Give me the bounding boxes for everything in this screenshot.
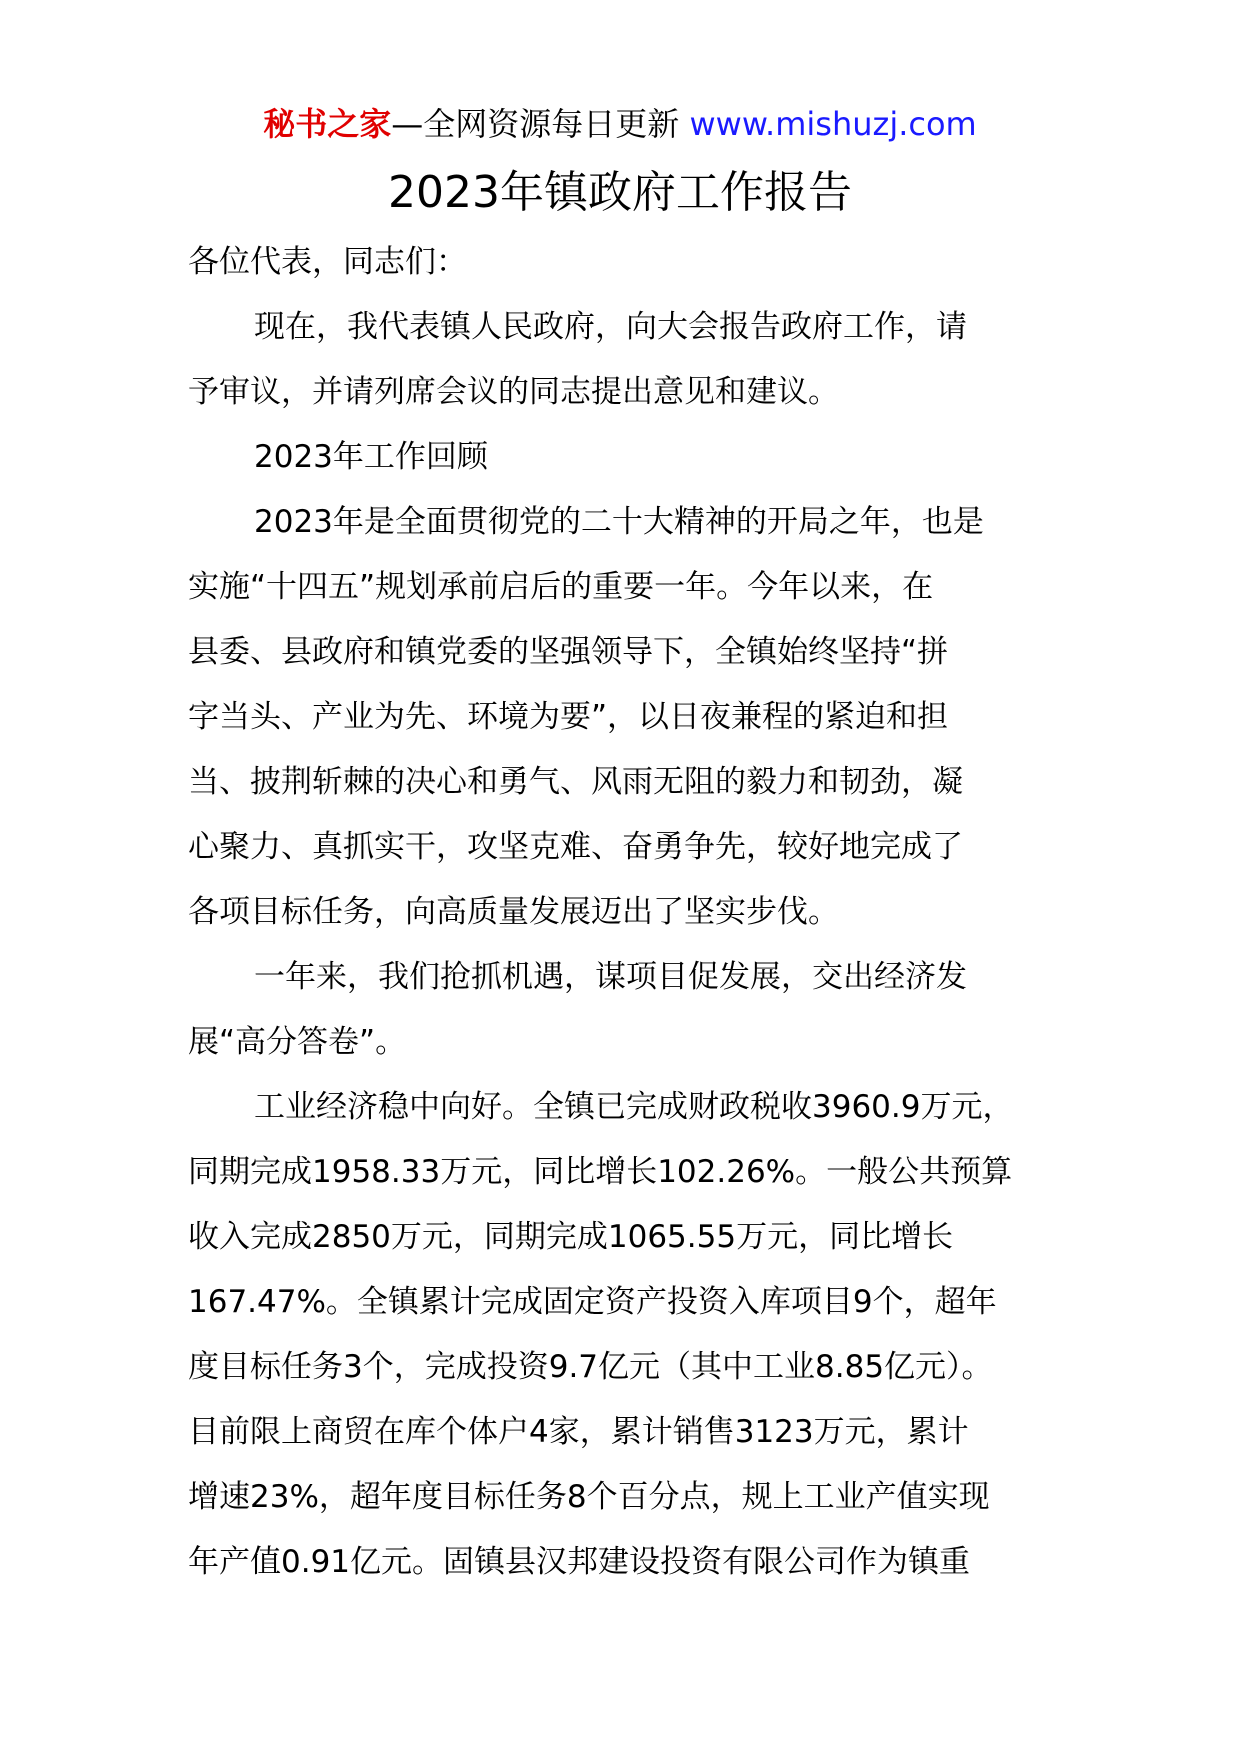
paragraph-line: 增速23%，超年度目标任务8个百分点，规上工业产值实现: [188, 1479, 990, 1515]
section-heading: 2023年工作回顾: [254, 439, 488, 475]
paragraph-line: 当、披荆斩棘的决心和勇气、风雨无阻的毅力和韧劲，凝: [188, 764, 963, 800]
document-body: [188, 230, 1068, 1595]
paragraph-line: 字当头、产业为先、环境为要”，以日夜兼程的紧迫和担: [188, 699, 949, 735]
paragraph-line: 度目标任务3个，完成投资9.7亿元（其中工业8.85亿元）。: [188, 1349, 993, 1385]
site-banner: [0, 100, 1240, 148]
paragraph-line: 予审议，并请列席会议的同志提出意见和建议。: [188, 374, 839, 410]
site-name: 秘书之家: [263, 105, 392, 143]
document-title: 2023年镇政府工作报告: [388, 167, 852, 218]
site-slogan: —全网资源每日更新: [391, 105, 680, 143]
site-url-link[interactable]: www.mishuzj.com: [689, 105, 977, 143]
paragraph-line: 年产值0.91亿元。固镇县汉邦建设投资有限公司作为镇重: [188, 1544, 971, 1580]
paragraph-line: 2023年是全面贯彻党的二十大精神的开局之年，也是: [254, 504, 984, 540]
paragraph-line: 一年来，我们抢抓机遇，谋项目促发展，交出经济发: [254, 959, 967, 995]
paragraph-line: 现在，我代表镇人民政府，向大会报告政府工作，请: [254, 309, 967, 345]
salutation-line: 各位代表，同志们：: [188, 244, 467, 280]
paragraph-line: 县委、县政府和镇党委的坚强领导下，全镇始终坚持“拼: [188, 634, 949, 670]
paragraph-line: 展“高分答卷”。: [188, 1024, 407, 1060]
paragraph-line: 收入完成2850万元，同期完成1065.55万元，同比增长: [188, 1219, 954, 1255]
paragraph-line: 心聚力、真抓实干，攻坚克难、奋勇争先，较好地完成了: [188, 829, 963, 865]
paragraph-line: 各项目标任务，向高质量发展迈出了坚实步伐。: [188, 894, 839, 930]
paragraph-line: 工业经济稳中向好。全镇已完成财政税收3960.9万元，: [254, 1089, 1014, 1125]
paragraph-line: 167.47%。全镇累计完成固定资产投资入库项目9个，超年: [188, 1284, 997, 1320]
paragraph-line: 同期完成1958.33万元，同比增长102.26%。一般公共预算: [188, 1154, 1013, 1190]
paragraph-line: 实施“十四五”规划承前启后的重要一年。今年以来，在: [188, 569, 934, 605]
paragraph-line: 目前限上商贸在库个体户4家，累计销售3123万元，累计: [188, 1414, 969, 1450]
